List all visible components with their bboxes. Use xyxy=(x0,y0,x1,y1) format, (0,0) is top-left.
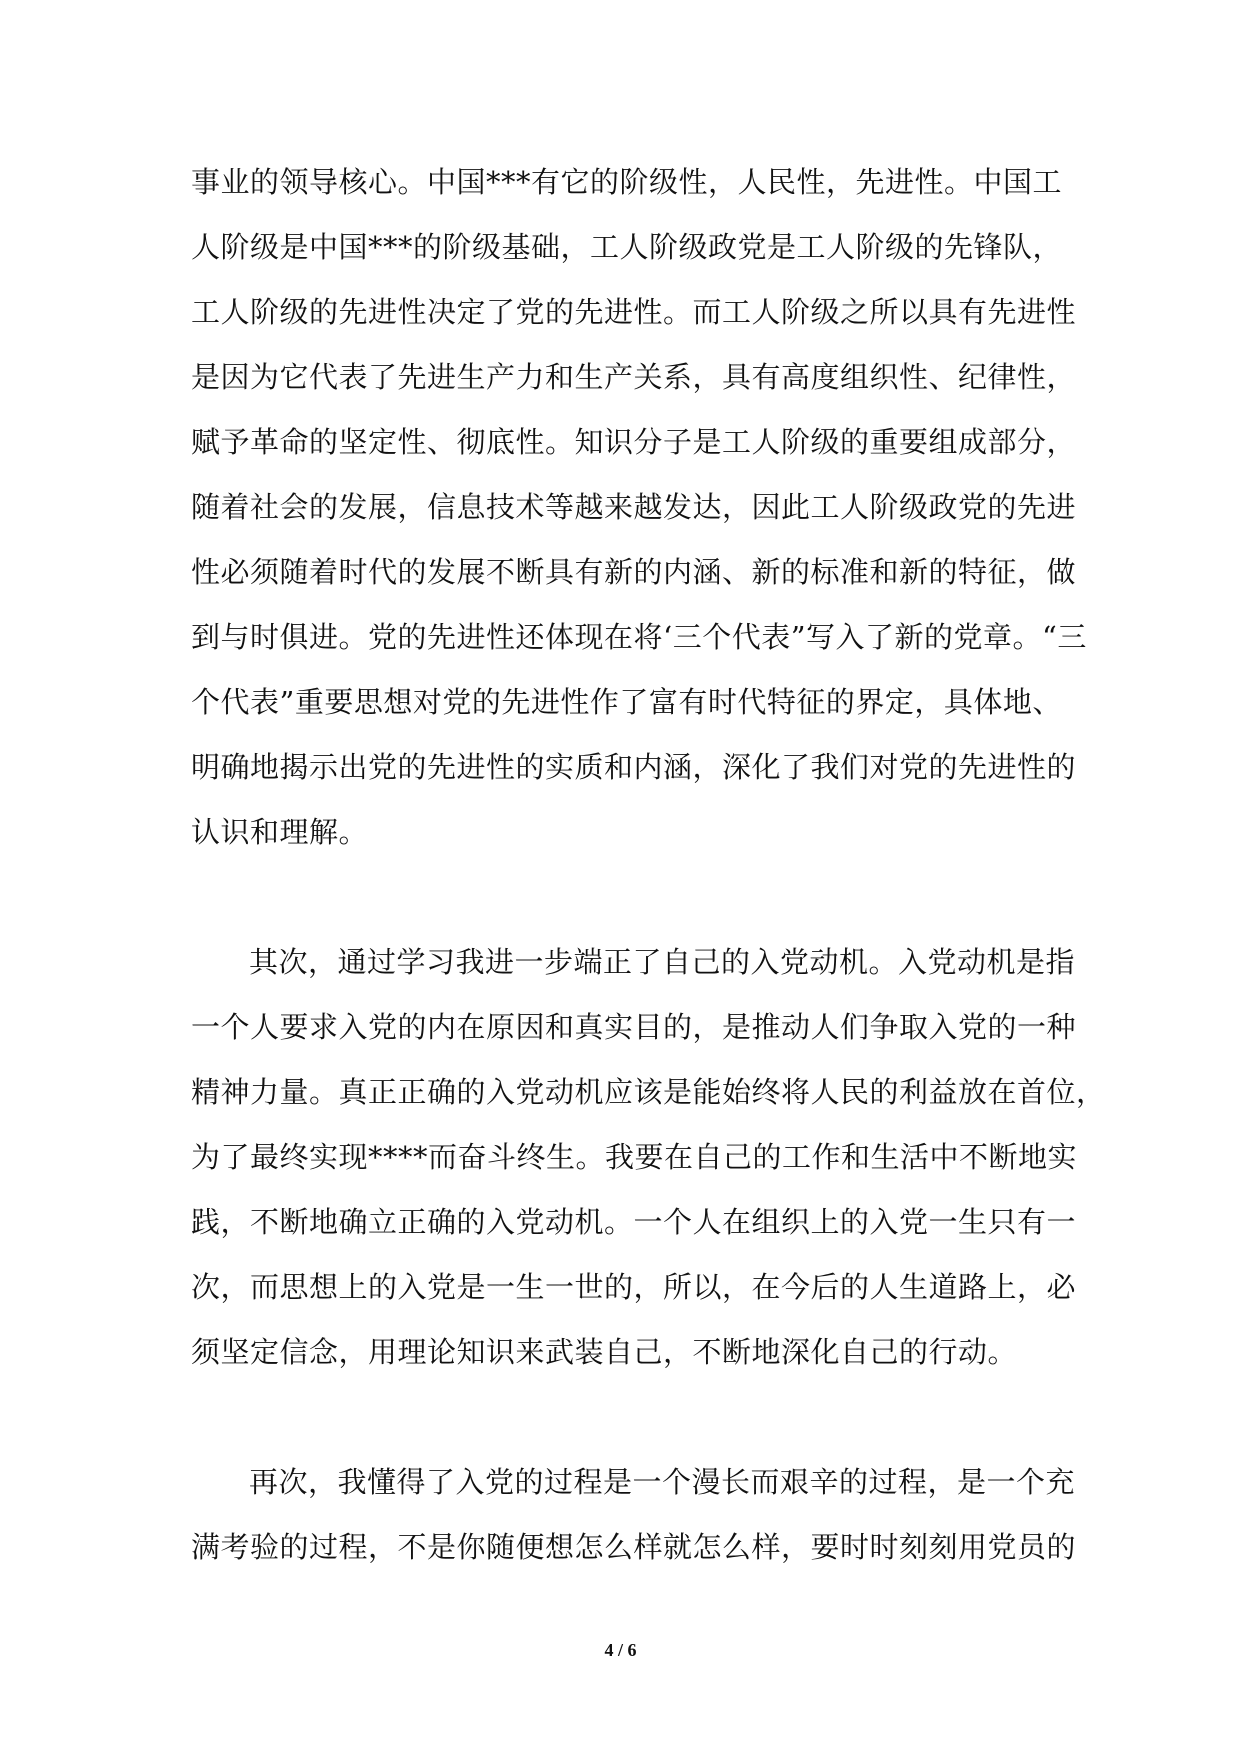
paragraph-line: 随着社会的发展，信息技术等越来越发达，因此工人阶级政党的先进 xyxy=(191,490,1077,524)
paragraph-line: 次，而思想上的入党是一生一世的，所以，在今后的人生道路上，必 xyxy=(191,1270,1077,1304)
page-number: 4 / 6 xyxy=(604,1640,637,1660)
paragraph-line: 性必须随着时代的发展不断具有新的内涵、新的标准和新的特征，做 xyxy=(191,555,1077,589)
paragraph-line: 认识和理解。 xyxy=(191,815,369,849)
paragraph-line: 为了最终实现****而奋斗终生。我要在自己的工作和生活中不断地实 xyxy=(191,1140,1078,1174)
paragraph-line: 践，不断地确立正确的入党动机。一个人在组织上的入党一生只有一 xyxy=(191,1205,1077,1239)
paragraph-line: 精神力量。真正正确的入党动机应该是能始终将人民的利益放在首位， xyxy=(191,1075,1106,1109)
paragraph-line: 一个人要求入党的内在原因和真实目的，是推动人们争取入党的一种 xyxy=(191,1010,1077,1044)
paragraph-line: 个代表”重要思想对党的先进性作了富有时代特征的界定，具体地、 xyxy=(191,685,1062,719)
paragraph-line: 工人阶级的先进性决定了党的先进性。而工人阶级之所以具有先进性 xyxy=(191,295,1077,329)
paragraph-line: 满考验的过程，不是你随便想怎么样就怎么样，要时时刻刻用党员的 xyxy=(191,1530,1077,1564)
paragraph-2 xyxy=(191,930,1106,1385)
paragraph-3 xyxy=(191,1450,1077,1580)
paragraph-line: 是因为它代表了先进生产力和生产关系，具有高度组织性、纪律性， xyxy=(191,360,1077,394)
paragraph-line: 人阶级是中国***的阶级基础，工人阶级政党是工人阶级的先锋队， xyxy=(191,230,1063,264)
paragraph-line: 事业的领导核心。中国***有它的阶级性，人民性，先进性。中国工 xyxy=(191,165,1063,199)
paragraph-1 xyxy=(191,150,1087,865)
paragraph-line: 须坚定信念，用理论知识来武装自己，不断地深化自己的行动。 xyxy=(191,1335,1018,1369)
paragraph-first-line: 再次，我懂得了入党的过程是一个漫长而艰辛的过程，是一个充 xyxy=(249,1465,1076,1499)
paragraph-line: 明确地揭示出党的先进性的实质和内涵，深化了我们对党的先进性的 xyxy=(191,750,1077,784)
paragraph-line: 赋予革命的坚定性、彻底性。知识分子是工人阶级的重要组成部分， xyxy=(191,425,1077,459)
paragraph-first-line: 其次，通过学习我进一步端正了自己的入党动机。入党动机是指 xyxy=(249,945,1076,979)
paragraph-line: 到与时俱进。党的先进性还体现在将‘三个代表”写入了新的党章。“三 xyxy=(191,620,1087,654)
